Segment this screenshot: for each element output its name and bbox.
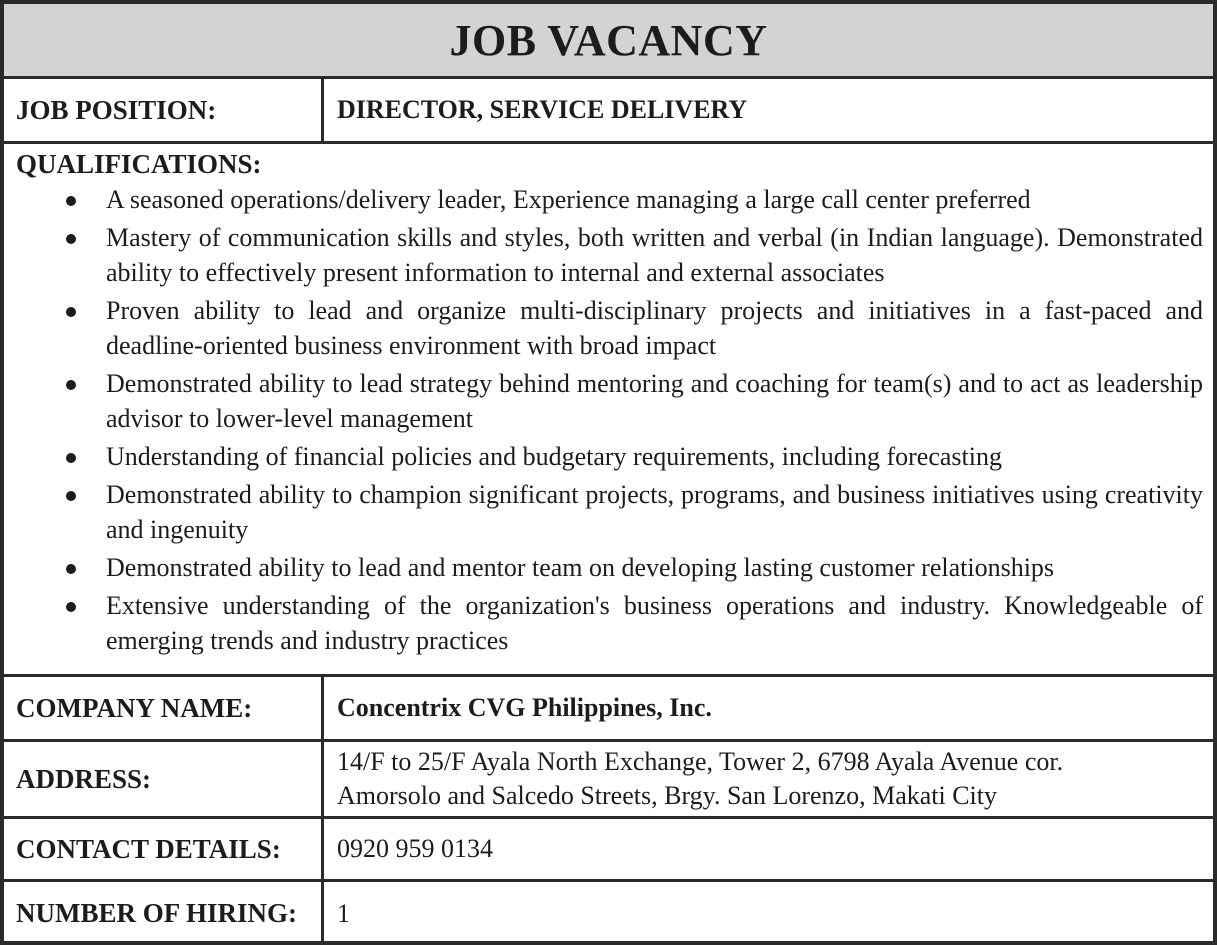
qualification-text: A seasoned operations/delivery leader, Experience managing a large call center preferred	[106, 185, 1031, 214]
list-item	[16, 439, 1203, 474]
company-name-value: Concentrix CVG Philippines, Inc.	[337, 693, 712, 722]
list-item	[16, 220, 1203, 290]
page-title: JOB VACANCY	[4, 4, 1213, 79]
list-item	[16, 182, 1203, 217]
qualifications-heading: QUALIFICATIONS:	[16, 149, 262, 179]
qualification-text: Demonstrated ability to lead and mentor team on developing lasting customer relationships	[106, 553, 1055, 582]
job-position-row	[4, 79, 1213, 144]
contact-details-label: CONTACT DETAILS:	[4, 819, 324, 879]
address-line-1: 14/F to 25/F Ayala North Exchange, Tower 2, 6798 Ayala Avenue cor.	[337, 747, 1064, 776]
qualification-text: Understanding of financial policies and budgetary requirements, including forecasting	[106, 442, 1002, 471]
bullet-icon	[66, 380, 76, 390]
bullet-icon	[66, 491, 76, 501]
address-value	[324, 742, 1213, 816]
job-position-label: JOB POSITION:	[4, 79, 324, 141]
company-name-row	[4, 677, 1213, 742]
address-line-2: Amorsolo and Salcedo Streets, Brgy. San Lorenzo, Makati City	[337, 781, 998, 810]
address-label: ADDRESS:	[4, 742, 324, 816]
bullet-icon	[66, 564, 76, 574]
bullet-icon	[66, 453, 76, 463]
qualification-text: Proven ability to lead and organize multi-disciplinary projects and initiatives in a fast-paced and deadline-oriented business environment with broad impact	[106, 296, 1203, 360]
list-item	[16, 477, 1203, 547]
address-row	[4, 742, 1213, 819]
qualification-text: Extensive understanding of the organization's business operations and industry. Knowledgeable of emerging trends and industry practices	[106, 591, 1203, 655]
bullet-icon	[66, 602, 76, 612]
list-item	[16, 550, 1203, 585]
list-item	[16, 366, 1203, 436]
job-position-value: DIRECTOR, SERVICE DELIVERY	[337, 95, 748, 124]
bullet-icon	[66, 196, 76, 206]
list-item	[16, 588, 1203, 658]
list-item	[16, 293, 1203, 363]
bullet-icon	[66, 234, 76, 244]
qualifications-list	[16, 182, 1203, 658]
company-name-label: COMPANY NAME:	[4, 677, 324, 739]
qualification-text: Mastery of communication skills and styles, both written and verbal (in Indian language). Demonstrated ability to effectively present information to internal and external associates	[106, 223, 1203, 287]
number-of-hiring-label: NUMBER OF HIRING:	[4, 882, 324, 945]
number-of-hiring-value: 1	[337, 898, 350, 928]
number-of-hiring-row	[4, 882, 1213, 945]
qualification-text: Demonstrated ability to lead strategy behind mentoring and coaching for team(s) and to act as leadership advisor to lower-level management	[106, 369, 1203, 433]
qualifications-section	[4, 144, 1213, 677]
contact-details-value: 0920 959 0134	[337, 834, 493, 863]
qualification-text: Demonstrated ability to champion significant projects, programs, and business initiatives using creativity and ingenuity	[106, 480, 1203, 544]
contact-details-row	[4, 819, 1213, 882]
bullet-icon	[66, 307, 76, 317]
